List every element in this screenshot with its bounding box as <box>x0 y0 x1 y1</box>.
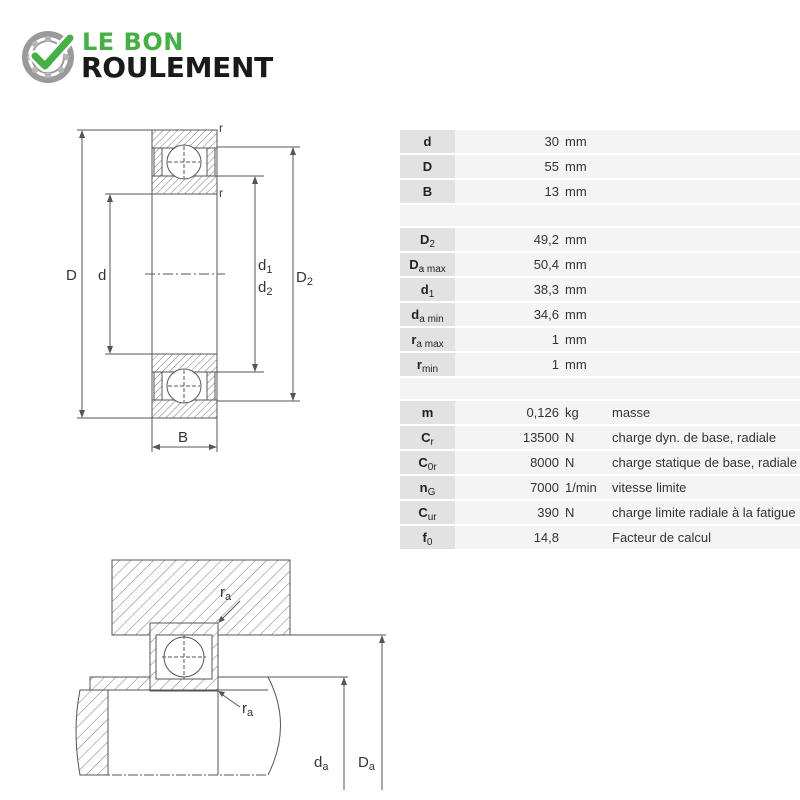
label-B: B <box>178 429 189 446</box>
spec-unit: mm <box>563 303 604 326</box>
spec-description <box>604 328 800 351</box>
spec-description: Facteur de calcul <box>604 526 800 549</box>
spec-unit: mm <box>563 353 604 376</box>
spec-unit: N <box>563 451 604 474</box>
table-row <box>400 155 800 178</box>
mounting-drawing <box>68 555 400 800</box>
spec-unit: mm <box>563 278 604 301</box>
spec-symbol: $d_1$ <box>400 278 455 301</box>
label-d: d <box>98 267 107 284</box>
spec-value: 8000 <box>455 451 563 474</box>
spec-value: 49,2 <box>455 228 563 251</box>
spec-symbol: $r_{min}$ <box>400 353 455 376</box>
specifications-table <box>400 128 800 551</box>
spec-symbol: $d_{a min}$ <box>400 303 455 326</box>
label-da: $d_a$ <box>314 754 329 773</box>
spec-description <box>604 180 800 203</box>
table-spacer-row <box>400 378 800 399</box>
table-spacer-row <box>400 205 800 226</box>
spec-description: vitesse limite <box>604 476 800 499</box>
spec-value: 14,8 <box>455 526 563 549</box>
brand-name-line1: LE BON <box>82 28 184 56</box>
spec-description <box>604 278 800 301</box>
spec-unit: kg <box>563 401 604 424</box>
table-row <box>400 180 800 203</box>
label-D: D <box>66 267 77 284</box>
label-ra-top: $r_a$ <box>220 584 232 603</box>
spec-unit <box>563 526 604 549</box>
spec-description: masse <box>604 401 800 424</box>
table-row <box>400 130 800 153</box>
spec-description: charge statique de base, radiale <box>604 451 800 474</box>
spec-description: charge dyn. de base, radiale <box>604 426 800 449</box>
spec-value: 13 <box>455 180 563 203</box>
spec-unit: N <box>563 501 604 524</box>
spec-symbol: $D_{a max}$ <box>400 253 455 276</box>
spec-value: 0,126 <box>455 401 563 424</box>
table-row <box>400 303 800 326</box>
label-D2: $D_2$ <box>296 269 313 288</box>
spec-description <box>604 303 800 326</box>
bearing-cross-section-drawing <box>55 118 330 458</box>
spec-symbol: m <box>400 401 455 424</box>
spec-value: 13500 <box>455 426 563 449</box>
spec-value: 1 <box>455 353 563 376</box>
table-row <box>400 501 800 524</box>
spec-unit: mm <box>563 228 604 251</box>
spec-symbol: $n_G$ <box>400 476 455 499</box>
spec-description <box>604 253 800 276</box>
spec-unit: mm <box>563 328 604 351</box>
spec-value: 50,4 <box>455 253 563 276</box>
table-row <box>400 353 800 376</box>
spec-unit: 1/min <box>563 476 604 499</box>
spec-unit: mm <box>563 180 604 203</box>
table-row <box>400 526 800 549</box>
spec-symbol: $r_{a max}$ <box>400 328 455 351</box>
spec-value: 34,6 <box>455 303 563 326</box>
label-r-top: r <box>219 121 223 135</box>
spec-symbol: d <box>400 130 455 153</box>
brand-logo[interactable] <box>22 28 302 88</box>
spec-value: 7000 <box>455 476 563 499</box>
spec-symbol: $D_2$ <box>400 228 455 251</box>
table-row <box>400 328 800 351</box>
label-d2: $d_2$ <box>258 279 273 298</box>
spec-description <box>604 130 800 153</box>
spec-description <box>604 155 800 178</box>
spec-description <box>604 228 800 251</box>
spec-unit: mm <box>563 253 604 276</box>
check-bearing-icon <box>22 30 76 84</box>
spec-description: charge limite radiale à la fatigue <box>604 501 800 524</box>
brand-name-line2: ROULEMENT <box>81 51 273 84</box>
table-row <box>400 228 800 251</box>
spec-symbol: D <box>400 155 455 178</box>
label-Da: $D_a$ <box>358 754 375 773</box>
table-row <box>400 278 800 301</box>
spec-value: 1 <box>455 328 563 351</box>
table-row <box>400 451 800 474</box>
spec-unit: N <box>563 426 604 449</box>
spec-description <box>604 353 800 376</box>
table-row <box>400 476 800 499</box>
label-ra-bottom: $r_a$ <box>242 700 254 719</box>
label-r-side: r <box>219 186 223 200</box>
spec-unit: mm <box>563 155 604 178</box>
table-row <box>400 401 800 424</box>
label-d1: $d_1$ <box>258 257 273 276</box>
table-row <box>400 253 800 276</box>
spec-symbol: $C_{0r}$ <box>400 451 455 474</box>
spec-value: 38,3 <box>455 278 563 301</box>
spec-symbol: $f_0$ <box>400 526 455 549</box>
spec-value: 55 <box>455 155 563 178</box>
spec-value: 390 <box>455 501 563 524</box>
spec-symbol: B <box>400 180 455 203</box>
spec-value: 30 <box>455 130 563 153</box>
spec-symbol: $C_r$ <box>400 426 455 449</box>
spec-unit: mm <box>563 130 604 153</box>
table-row <box>400 426 800 449</box>
spec-symbol: $C_{ur}$ <box>400 501 455 524</box>
